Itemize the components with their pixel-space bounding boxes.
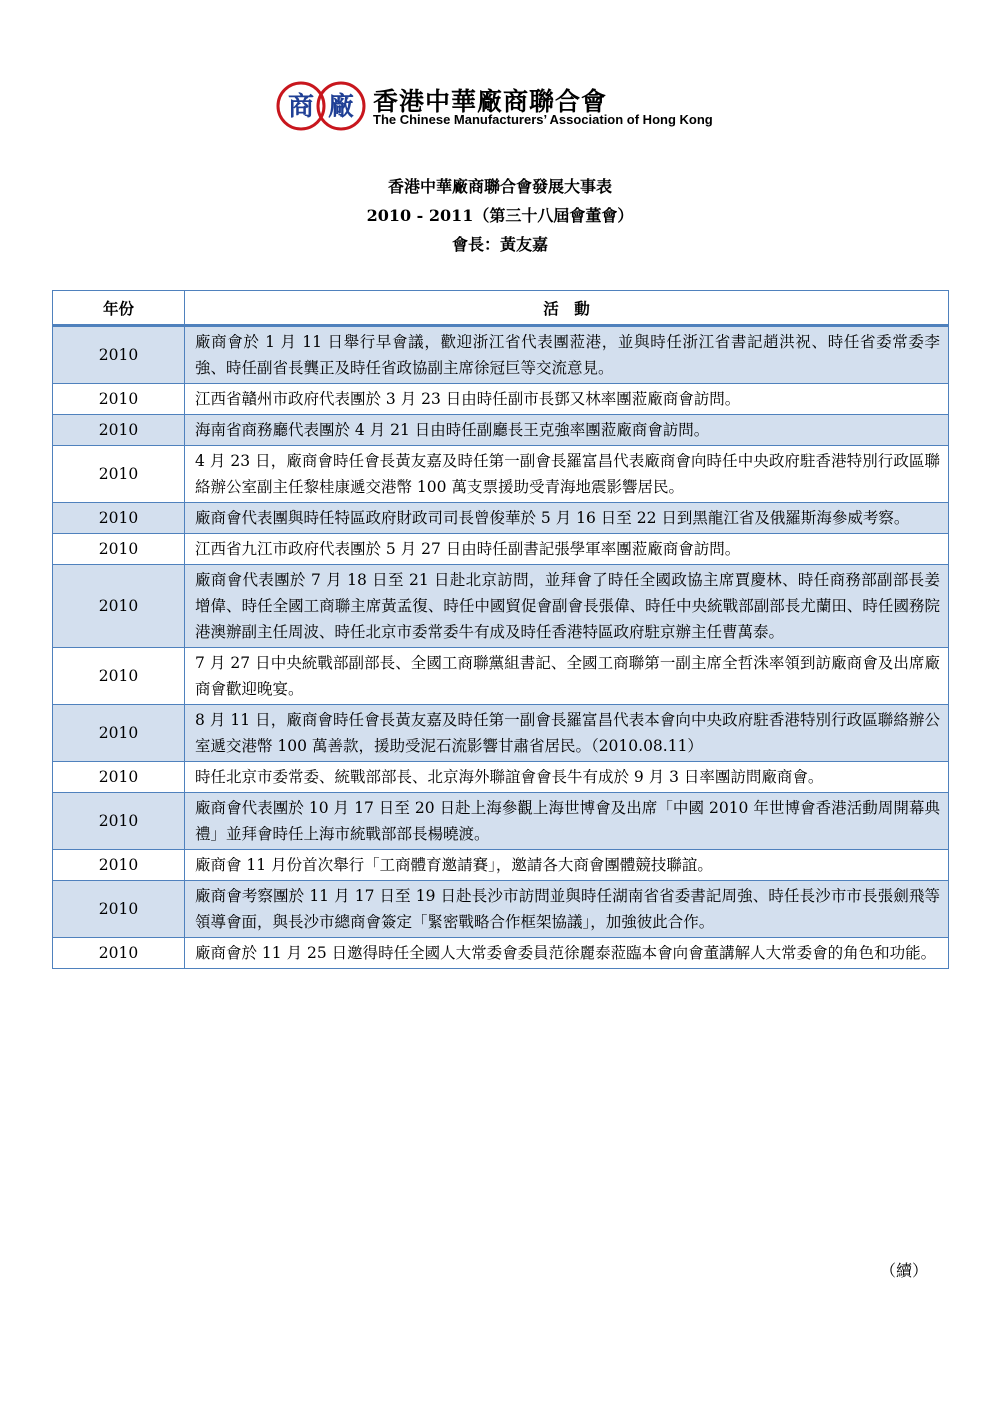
table-row	[53, 850, 949, 881]
year-cell: 2010	[53, 565, 185, 648]
table-body	[53, 326, 949, 969]
association-logo	[275, 80, 367, 132]
header-year: 年份	[53, 291, 185, 326]
header-activity: 活 動	[185, 291, 949, 326]
term-title: 2010 - 2011（第三十八屆會董會）	[366, 206, 634, 225]
table-header-row	[53, 291, 949, 326]
activity-cell: 7 月 27 日中央統戰部副部長、全國工商聯黨組書記、全國工商聯第一副主席全哲洙率領到訪廠商會及出席廠商會歡迎晚宴。	[185, 648, 949, 705]
table-row	[53, 415, 949, 446]
table-row	[53, 326, 949, 384]
activity-cell: 廠商會考察團於 11 月 17 日至 19 日赴長沙市訪問並與時任湖南省省委書記周強、時任長沙市市長張劍飛等領導會面，與長沙市總商會簽定「緊密戰略合作框架協議」，加強彼此合作。	[185, 881, 949, 938]
table-row	[53, 705, 949, 762]
year-cell: 2010	[53, 762, 185, 793]
activity-cell: 廠商會代表團與時任特區政府財政司司長曾俊華於 5 月 16 日至 22 日到黑龍江省及俄羅斯海參威考察。	[185, 503, 949, 534]
table-row	[53, 384, 949, 415]
activity-cell: 8 月 11 日，廠商會時任會長黃友嘉及時任第一副會長羅富昌代表本會向中央政府駐香港特別行政區聯絡辦公室遞交港幣 100 萬善款，援助受泥石流影響甘肅省居民。（2010.08.11）	[185, 705, 949, 762]
year-cell: 2010	[53, 705, 185, 762]
activity-cell: 江西省贛州市政府代表團於 3 月 23 日由時任副市長鄧又林率團蒞廠商會訪問。	[185, 384, 949, 415]
activity-cell: 江西省九江市政府代表團於 5 月 27 日由時任副書記張學軍率團蒞廠商會訪問。	[185, 534, 949, 565]
table-row	[53, 881, 949, 938]
org-name-zh: 香港中華廠商聯合會	[373, 87, 608, 116]
chairman-title: 會長：黃友嘉	[451, 235, 548, 254]
year-cell: 2010	[53, 326, 185, 384]
svg-text:廠: 廠	[327, 92, 355, 122]
table-row	[53, 503, 949, 534]
year-cell: 2010	[53, 503, 185, 534]
table-row	[53, 565, 949, 648]
org-name-en: The Chinese Manufacturers’ Association of Hong Kong	[373, 112, 713, 127]
continued-note: （續）	[880, 1261, 929, 1280]
document-title: 香港中華廠商聯合會發展大事表	[387, 177, 612, 196]
activity-cell: 海南省商務廳代表團於 4 月 21 日由時任副廳長王克強率團蒞廠商會訪問。	[185, 415, 949, 446]
year-cell: 2010	[53, 534, 185, 565]
table-row	[53, 446, 949, 503]
table-row	[53, 793, 949, 850]
year-cell: 2010	[53, 446, 185, 503]
year-cell: 2010	[53, 648, 185, 705]
year-cell: 2010	[53, 881, 185, 938]
document-titles	[0, 172, 1000, 259]
table-row	[53, 938, 949, 969]
activity-cell: 4 月 23 日，廠商會時任會長黃友嘉及時任第一副會長羅富昌代表廠商會向時任中央政府駐香港特別行政區聯絡辦公室副主任黎桂康遞交港幣 100 萬支票援助受青海地震影響居民。	[185, 446, 949, 503]
year-cell: 2010	[53, 415, 185, 446]
year-cell: 2010	[53, 938, 185, 969]
year-cell: 2010	[53, 850, 185, 881]
activity-cell: 廠商會 11 月份首次舉行「工商體育邀請賽」，邀請各大商會團體競技聯誼。	[185, 850, 949, 881]
activity-cell: 廠商會於 1 月 11 日舉行早會議，歡迎浙江省代表團蒞港，並與時任浙江省書記趙洪祝、時任省委常委李強、時任副省長龔正及時任省政協副主席徐冠巨等交流意見。	[185, 326, 949, 384]
letterhead	[275, 80, 735, 132]
activity-cell: 時任北京市委常委、統戰部部長、北京海外聯誼會會長牛有成於 9 月 3 日率團訪問廠商會。	[185, 762, 949, 793]
table-row	[53, 534, 949, 565]
year-cell: 2010	[53, 384, 185, 415]
events-table	[52, 290, 949, 969]
activity-cell: 廠商會於 11 月 25 日邀得時任全國人大常委會委員范徐麗泰蒞臨本會向會董講解人大常委會的角色和功能。	[185, 938, 949, 969]
activity-cell: 廠商會代表團於 10 月 17 日至 20 日赴上海參觀上海世博會及出席「中國 2010 年世博會香港活動周開幕典禮」並拜會時任上海市統戰部部長楊曉渡。	[185, 793, 949, 850]
table-row	[53, 648, 949, 705]
activity-cell: 廠商會代表團於 7 月 18 日至 21 日赴北京訪問，並拜會了時任全國政協主席賈慶林、時任商務部副部長姜增偉、時任全國工商聯主席黃孟復、時任中國貿促會副會長張偉、時任中央統戰部副部長尤蘭田、時任國務院港澳辦副主任周波、時任北京市委常委牛有成及時任香港特區政府駐京辦主任曹萬泰。	[185, 565, 949, 648]
table-row	[53, 762, 949, 793]
svg-text:商: 商	[287, 92, 315, 122]
year-cell: 2010	[53, 793, 185, 850]
